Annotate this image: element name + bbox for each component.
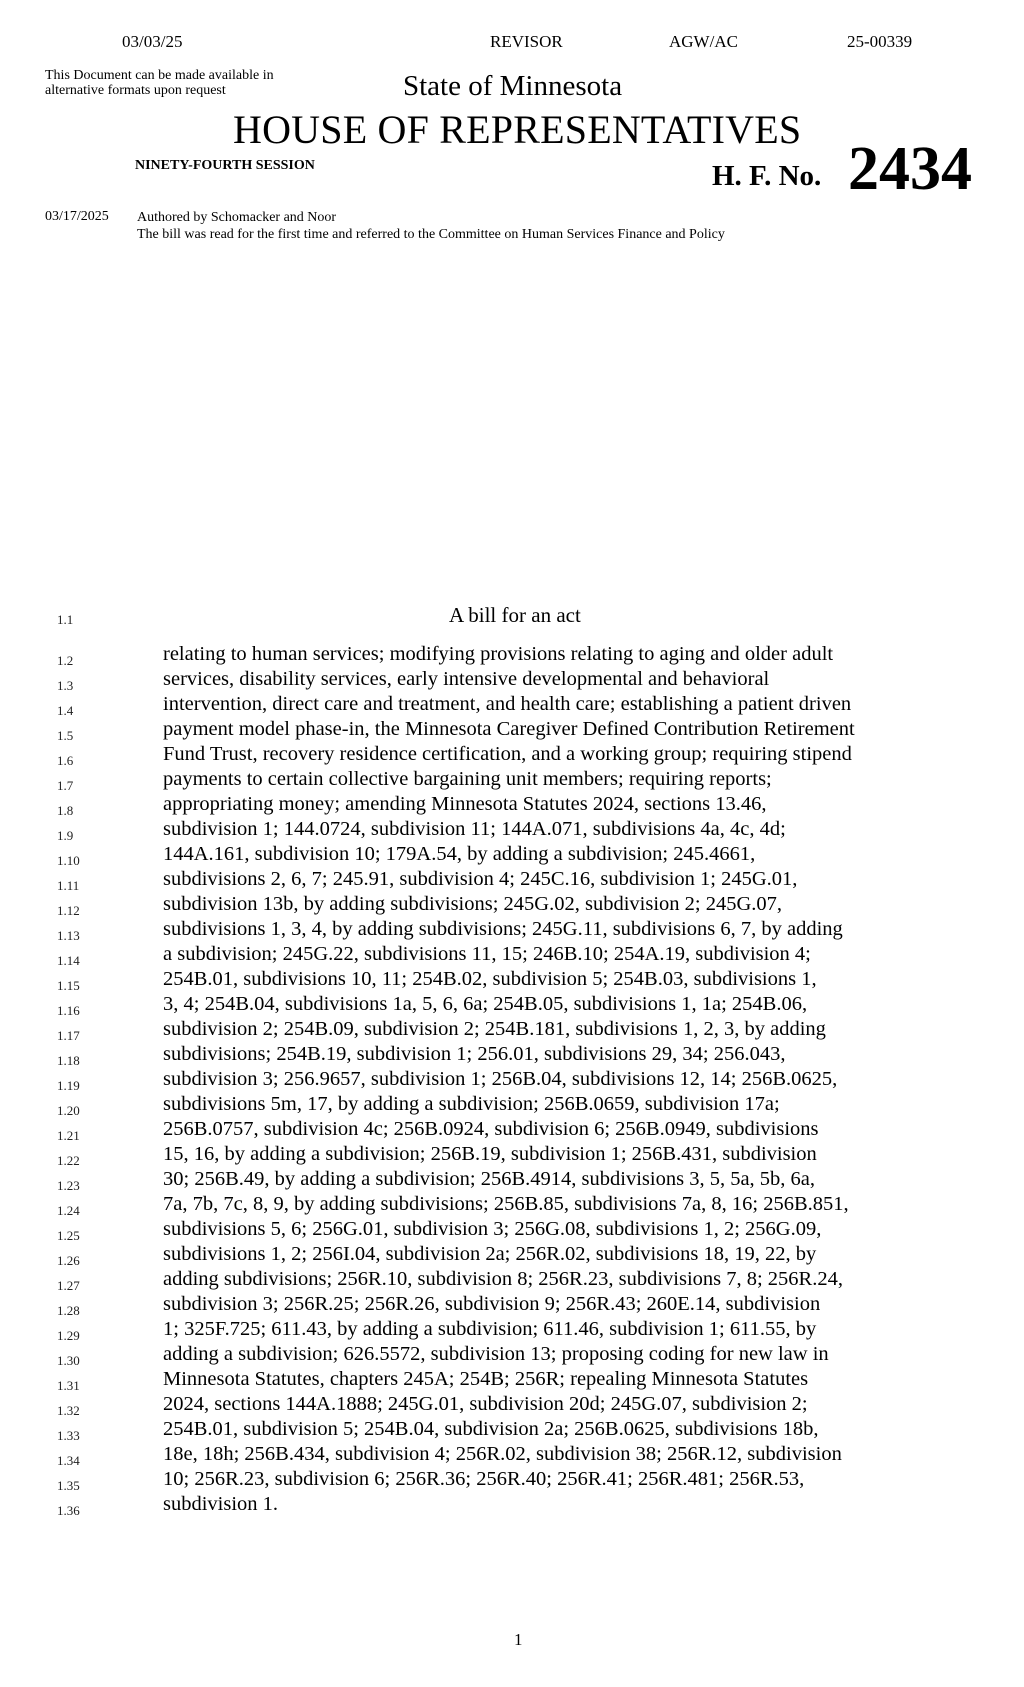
bill-line: 30; 256B.49, by adding a subdivision; 256B.4914, subdivisions 3, 5, 5a, 5b, 6a,	[163, 1168, 816, 1190]
bill-line: subdivisions 1, 2; 256I.04, subdivision 2a; 256R.02, subdivisions 18, 19, 22, by	[163, 1243, 817, 1265]
line-number: 1.27	[57, 1278, 80, 1293]
line-number: 1.32	[57, 1403, 80, 1418]
line-number: 1.17	[57, 1028, 80, 1043]
bill-line: 144A.161, subdivision 10; 179A.54, by adding a subdivision; 245.4661,	[163, 843, 756, 865]
line-number: 1.36	[57, 1503, 80, 1518]
line-number: 1.13	[57, 928, 80, 943]
bill-number: 2434	[848, 135, 972, 203]
bill-line: subdivisions 2, 6, 7; 245.91, subdivision 4; 245C.16, subdivision 1; 245G.01,	[163, 868, 798, 890]
line-number: 1.7	[57, 778, 74, 793]
bill-line: subdivision 1; 144.0724, subdivision 11; 144A.071, subdivisions 4a, 4c, 4d;	[163, 818, 786, 840]
bill-line: subdivisions; 254B.19, subdivision 1; 256.01, subdivisions 29, 34; 256.043,	[163, 1043, 786, 1065]
page-number: 1	[514, 1630, 523, 1649]
line-number: 1.16	[57, 1003, 80, 1018]
bill-line: payment model phase-in, the Minnesota Caregiver Defined Contribution Retirement	[163, 718, 855, 740]
header-doc-id: 25-00339	[847, 32, 913, 51]
line-number: 1.5	[57, 728, 74, 743]
header-initials: AGW/AC	[669, 32, 738, 51]
line-number: 1.14	[57, 953, 80, 968]
authored-by: Authored by Schomacker and Noor	[137, 210, 337, 225]
line-number: 1.35	[57, 1478, 80, 1493]
line-number: 1.11	[57, 878, 80, 893]
bill-line: subdivision 2; 254B.09, subdivision 2; 254B.181, subdivisions 1, 2, 3, by adding	[163, 1018, 826, 1040]
line-number: 1.15	[57, 978, 80, 993]
availability-note: This Document can be made available in alternative formats upon request	[45, 68, 274, 98]
line-number: 1.20	[57, 1103, 80, 1118]
line-number: 1.19	[57, 1078, 80, 1093]
bill-line: Fund Trust, recovery residence certification, and a working group; requiring stipend	[163, 743, 852, 765]
bill-line: 2024, sections 144A.1888; 245G.01, subdivision 20d; 245G.07, subdivision 2;	[163, 1393, 808, 1415]
line-number: 1.10	[57, 853, 80, 868]
line-number: 1.28	[57, 1303, 80, 1318]
line-number: 1.30	[57, 1353, 80, 1368]
bill-line: 15, 16, by adding a subdivision; 256B.19, subdivision 1; 256B.431, subdivision	[163, 1143, 817, 1165]
chamber-title: HOUSE OF REPRESENTATIVES	[233, 107, 802, 152]
bill-line: subdivision 1.	[163, 1493, 279, 1515]
bill-line: relating to human services; modifying provisions relating to aging and older adult	[163, 643, 834, 665]
committee-referral: The bill was read for the first time and referred to the Committee on Human Services Finance and Policy	[137, 227, 725, 242]
line-number: 1.1	[57, 612, 74, 627]
line-number: 1.26	[57, 1253, 80, 1268]
header-revisor: REVISOR	[490, 32, 563, 51]
line-number: 1.23	[57, 1178, 80, 1193]
bill-line: 1; 325F.725; 611.43, by adding a subdivision; 611.46, subdivision 1; 611.55, by	[163, 1318, 817, 1340]
bill-line: subdivision 3; 256R.25; 256R.26, subdivision 9; 256R.43; 260E.14, subdivision	[163, 1293, 821, 1315]
bill-line: adding a subdivision; 626.5572, subdivision 13; proposing coding for new law in	[163, 1343, 829, 1365]
line-number: 1.4	[57, 703, 74, 718]
bill-line: subdivisions 1, 3, 4, by adding subdivisions; 245G.11, subdivisions 6, 7, by adding	[163, 918, 843, 940]
line-number: 1.24	[57, 1203, 80, 1218]
line-number: 1.12	[57, 903, 80, 918]
bill-line: subdivision 13b, by adding subdivisions; 245G.02, subdivision 2; 245G.07,	[163, 893, 783, 915]
bill-line: adding subdivisions; 256R.10, subdivision 8; 256R.23, subdivisions 7, 8; 256R.24,	[163, 1268, 843, 1290]
line-number: 1.18	[57, 1053, 80, 1068]
line-number: 1.34	[57, 1453, 80, 1468]
bill-title: A bill for an act	[449, 603, 581, 627]
line-number: 1.33	[57, 1428, 80, 1443]
bill-line: 254B.01, subdivision 5; 254B.04, subdivision 2a; 256B.0625, subdivisions 18b,	[163, 1418, 819, 1440]
line-number: 1.29	[57, 1328, 80, 1343]
bill-line: subdivisions 5, 6; 256G.01, subdivision 3; 256G.08, subdivisions 1, 2; 256G.09,	[163, 1218, 822, 1240]
hf-label: H. F. No.	[712, 160, 822, 192]
line-number: 1.21	[57, 1128, 80, 1143]
bill-line: services, disability services, early intensive developmental and behavioral	[163, 668, 770, 690]
line-number: 1.22	[57, 1153, 80, 1168]
bill-line: Minnesota Statutes, chapters 245A; 254B; 256R; repealing Minnesota Statutes	[163, 1368, 809, 1390]
line-number: 1.6	[57, 753, 74, 768]
bill-line: 256B.0757, subdivision 4c; 256B.0924, subdivision 6; 256B.0949, subdivisions	[163, 1118, 819, 1140]
bill-line: 18e, 18h; 256B.434, subdivision 4; 256R.02, subdivision 38; 256R.12, subdivision	[163, 1443, 842, 1465]
bill-line: subdivision 3; 256.9657, subdivision 1; 256B.04, subdivisions 12, 14; 256B.0625,	[163, 1068, 838, 1090]
bill-line: payments to certain collective bargaining unit members; requiring reports;	[163, 768, 772, 790]
bill-line: intervention, direct care and treatment, and health care; establishing a patient driven	[163, 693, 852, 715]
line-number: 1.2	[57, 653, 74, 668]
bill-line: subdivisions 5m, 17, by adding a subdivision; 256B.0659, subdivision 17a;	[163, 1093, 780, 1115]
bill-line: 3, 4; 254B.04, subdivisions 1a, 5, 6, 6a; 254B.05, subdivisions 1, 1a; 254B.06,	[163, 993, 808, 1015]
bill-line: 10; 256R.23, subdivision 6; 256R.36; 256R.40; 256R.41; 256R.481; 256R.53,	[163, 1468, 805, 1490]
bill-line: appropriating money; amending Minnesota Statutes 2024, sections 13.46,	[163, 793, 767, 815]
line-number: 1.9	[57, 828, 74, 843]
bill-line: 7a, 7b, 7c, 8, 9, by adding subdivisions; 256B.85, subdivisions 7a, 8, 16; 256B.851,	[163, 1193, 849, 1215]
line-number: 1.3	[57, 678, 74, 693]
bill-line: a subdivision; 245G.22, subdivisions 11, 15; 246B.10; 254A.19, subdivision 4;	[163, 943, 811, 965]
bill-line: 254B.01, subdivisions 10, 11; 254B.02, subdivision 5; 254B.03, subdivisions 1,	[163, 968, 817, 990]
intro-date: 03/17/2025	[45, 209, 109, 224]
line-number: 1.25	[57, 1228, 80, 1243]
line-number: 1.8	[57, 803, 74, 818]
header-date: 03/03/25	[122, 32, 183, 51]
state-name: State of Minnesota	[403, 70, 623, 102]
session-label: NINETY-FOURTH SESSION	[135, 158, 315, 173]
authorship	[137, 209, 725, 243]
line-number: 1.31	[57, 1378, 80, 1393]
